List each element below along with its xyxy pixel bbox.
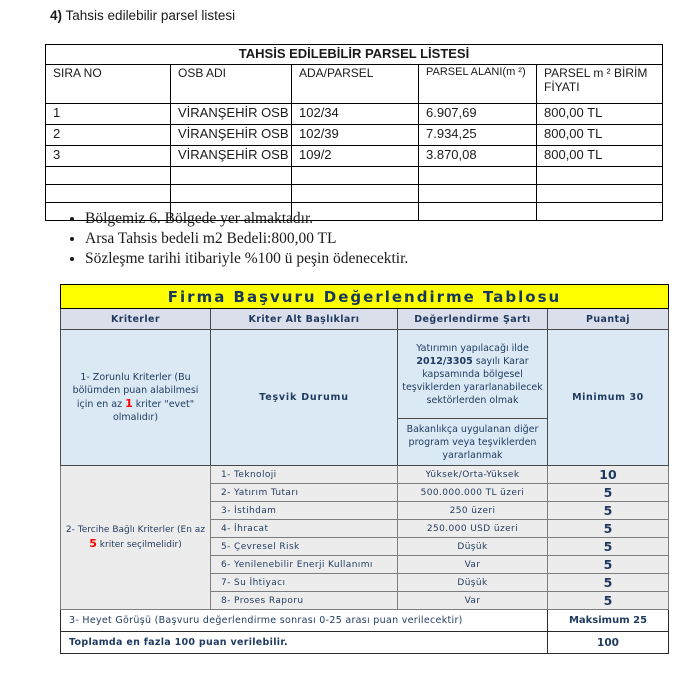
cell-parsel-alani: 6.907,69 <box>419 104 537 125</box>
criterion-points: 10 <box>548 466 669 484</box>
committee-opinion-row <box>61 610 669 632</box>
table-row <box>46 125 663 146</box>
table-row <box>46 146 663 167</box>
optional-criteria-label: 2- Tercihe Bağlı Kriterler (En az 5 kriter seçilmelidir) <box>61 466 211 610</box>
column-header-ada-parsel: ADA/PARSEL <box>292 65 419 104</box>
parcel-table <box>45 44 663 221</box>
mandatory-condition-2: Bakanlıkça uygulanan diğer program veya teşviklerden yararlanmak <box>398 419 548 466</box>
parcel-table-header-row <box>46 65 663 104</box>
criterion-name: 5- Çevresel Risk <box>211 538 398 556</box>
evaluation-table <box>60 284 669 654</box>
column-header-osb-adi: OSB ADI <box>171 65 292 104</box>
table-row <box>46 104 663 125</box>
cell-sira-no: 1 <box>46 104 171 125</box>
criterion-name: 4- İhracat <box>211 520 398 538</box>
criterion-points: 5 <box>548 520 669 538</box>
cell-parsel-alani: 3.870,08 <box>419 146 537 167</box>
cell-ada-parsel: 102/39 <box>292 125 419 146</box>
column-header-kriterler: Kriterler <box>61 309 211 330</box>
criterion-name: 6- Yenilenebilir Enerji Kullanımı <box>211 556 398 574</box>
cell-birim-fiyati: 800,00 TL <box>537 146 663 167</box>
cell-parsel-alani: 7.934,25 <box>419 125 537 146</box>
cell-osb-adi: VİRANŞEHİR OSB <box>171 104 292 125</box>
column-header-degerlendirme-sarti: Değerlendirme Şartı <box>398 309 548 330</box>
empty-table-row <box>46 185 663 203</box>
parcel-table-title-row <box>46 45 663 65</box>
total-row <box>61 632 669 654</box>
empty-table-row <box>46 167 663 185</box>
criterion-condition: Var <box>398 592 548 610</box>
criterion-condition: Yüksek/Orta-Yüksek <box>398 466 548 484</box>
criterion-name: 1- Teknoloji <box>211 466 398 484</box>
committee-opinion-points: Maksimum 25 <box>548 610 669 632</box>
criterion-condition: Var <box>398 556 548 574</box>
criterion-condition: Düşük <box>398 574 548 592</box>
list-item: • Bölgemiz 6. Bölgede yer almaktadır. <box>85 210 408 228</box>
criterion-name: 7- Su İhtiyacı <box>211 574 398 592</box>
mandatory-condition-1: Yatırımın yapılacağı ilde 2012/3305 sayılı Karar kapsamında bölgesel teşviklerden yararlanabilecek sektörlerden olmak <box>398 330 548 419</box>
column-header-puantaj: Puantaj <box>548 309 669 330</box>
cell-ada-parsel: 109/2 <box>292 146 419 167</box>
criterion-condition: 500.000.000 TL üzeri <box>398 484 548 502</box>
criterion-condition: 250 üzeri <box>398 502 548 520</box>
criterion-points: 5 <box>548 538 669 556</box>
cell-ada-parsel: 102/34 <box>292 104 419 125</box>
total-points: 100 <box>548 632 669 654</box>
column-header-birim-fiyati: PARSEL m ² BİRİM FİYATI <box>537 65 663 104</box>
column-header-sira-no: SIRA NO <box>46 65 171 104</box>
required-count: 1 <box>125 397 133 410</box>
committee-opinion-label: 3- Heyet Görüşü (Başvuru değerlendirme sonrası 0-25 arası puan verilecektir) <box>61 610 548 632</box>
total-label: Toplamda en fazla 100 puan verilebilir. <box>61 632 548 654</box>
decree-number: 2012/3305 <box>416 355 473 367</box>
mandatory-criteria-label: 1- Zorunlu Kriterler (Bu bölümden puan alabilmesi için en az 1 kriter "evet" olmalıdır) <box>61 330 211 466</box>
cell-osb-adi: VİRANŞEHİR OSB <box>171 125 292 146</box>
criterion-name: 3- İstihdam <box>211 502 398 520</box>
mandatory-subheading: Teşvik Durumu <box>211 330 398 466</box>
column-header-parsel-alani: PARSEL ALANI(m ²) <box>419 65 537 104</box>
cell-sira-no: 3 <box>46 146 171 167</box>
cell-sira-no: 2 <box>46 125 171 146</box>
section-heading-number: 4) <box>50 8 63 23</box>
criterion-points: 5 <box>548 556 669 574</box>
criterion-points: 5 <box>548 592 669 610</box>
criterion-name: 2- Yatırım Tutarı <box>211 484 398 502</box>
cell-osb-adi: VİRANŞEHİR OSB <box>171 146 292 167</box>
required-count: 5 <box>89 537 97 550</box>
notes-list <box>64 210 408 270</box>
evaluation-table-header-row <box>61 309 669 330</box>
mandatory-criteria-row <box>61 330 669 419</box>
criterion-condition: 250.000 USD üzeri <box>398 520 548 538</box>
cell-birim-fiyati: 800,00 TL <box>537 125 663 146</box>
list-item: • Sözleşme tarihi itibariyle %100 ü peşin ödenecektir. <box>85 250 408 268</box>
column-header-kriter-alt-basliklari: Kriter Alt Başlıkları <box>211 309 398 330</box>
optional-criterion-row <box>61 466 669 484</box>
parcel-table-title: TAHSİS EDİLEBİLİR PARSEL LİSTESİ <box>46 45 663 65</box>
criterion-points: 5 <box>548 502 669 520</box>
criterion-points: 5 <box>548 574 669 592</box>
evaluation-table-title: Firma Başvuru Değerlendirme Tablosu <box>61 285 669 309</box>
cell-birim-fiyati: 800,00 TL <box>537 104 663 125</box>
criterion-points: 5 <box>548 484 669 502</box>
section-heading-title: Tahsis edilebilir parsel listesi <box>65 8 236 23</box>
list-item: • Arsa Tahsis bedeli m2 Bedeli:800,00 TL <box>85 230 408 248</box>
criterion-condition: Düşük <box>398 538 548 556</box>
evaluation-table-title-row <box>61 285 669 309</box>
criterion-name: 8- Proses Raporu <box>211 592 398 610</box>
mandatory-points: Minimum 30 <box>548 330 669 466</box>
section-heading <box>50 8 235 23</box>
